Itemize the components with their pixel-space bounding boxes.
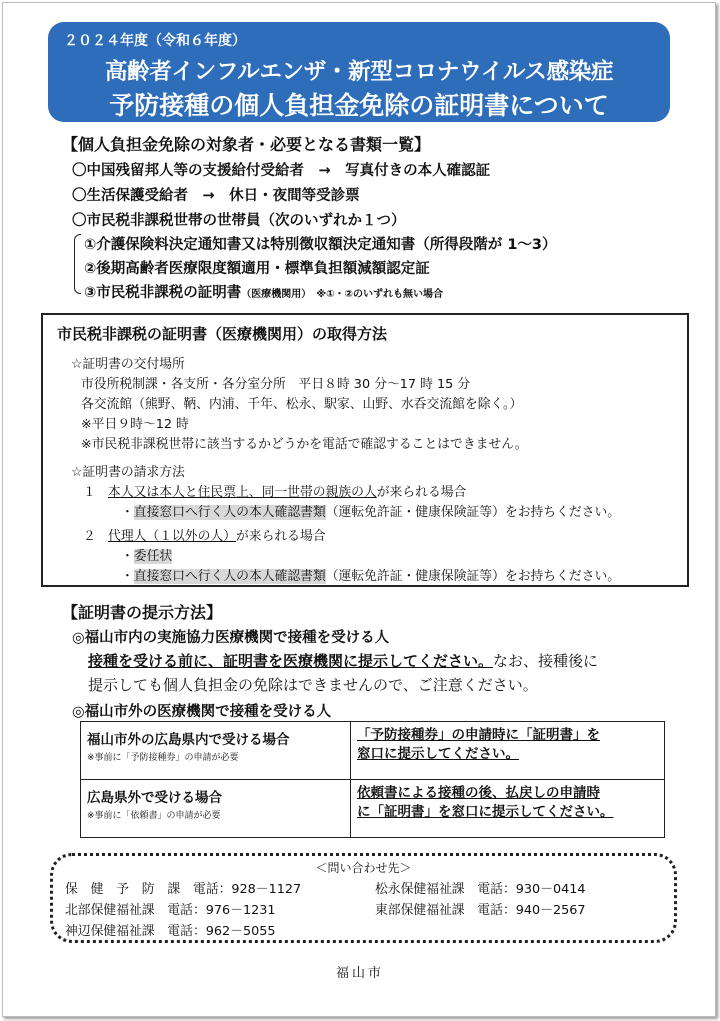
inside-city-instruction: 接種を受ける前に、証明書を医療機関に提示してください。 — [88, 652, 494, 670]
outside-city-table — [80, 721, 665, 838]
issuer: 福山市 — [335, 966, 384, 981]
place-line: ※平日９時～12 時 — [81, 417, 189, 432]
bullet: ・ — [121, 569, 134, 584]
present-heading: 【証明書の提示方法】 — [62, 603, 223, 622]
inside-city-heading: ◎福山市内の実施協力医療機関で接種を受ける人 — [72, 630, 390, 646]
proxy-letter-text: 委任状 — [133, 549, 173, 564]
title-line-1: 高齢者インフルエンザ・新型コロナウイルス感染症 — [104, 59, 614, 85]
case-text: 福山市外の広島県内で受ける場合 — [87, 732, 290, 748]
contact-entry: 東部保健福祉課 電話：940－2567 — [375, 903, 586, 918]
request-2-bullet-2 — [121, 565, 620, 584]
bullet: ・ — [121, 549, 134, 564]
title-banner — [48, 22, 670, 122]
request-1 — [83, 481, 466, 500]
contact-entry: 神辺保健福祉課 電話：962－5055 — [65, 924, 276, 939]
document-item: ②後期高齢者医療限度額適用・標準負担額減額認定証 — [84, 261, 430, 277]
id-document-text: 直接窓口へ行く人の本人確認書類 — [133, 505, 326, 520]
bullet: ・ — [121, 505, 134, 520]
contact-entry: 保 健 予 防 課 電話：928－1127 — [65, 882, 302, 897]
title-line-2: 予防接種の個人負担金免除の証明書について — [109, 91, 609, 120]
target-item: 〇市民税非課税世帯の世帯員（次のいずれか１つ） — [72, 213, 406, 229]
document-note: （医療機関用） — [241, 289, 312, 300]
case-note: ※事前に「予防接種券」の申請が必要 — [87, 753, 239, 763]
target-item: 〇中国残留邦人等の支援給付受給者 → 写真付きの本人確認証 — [72, 163, 491, 179]
request-number: １ — [83, 485, 96, 500]
inside-city-line-1 — [88, 650, 598, 671]
contact-entry: 松永保健福祉課 電話：930－0414 — [375, 882, 586, 897]
document-note: ※①・②のいずれも無い場合 — [316, 289, 443, 300]
inside-city-note: なお、接種後に — [493, 652, 599, 670]
certificate-box — [41, 313, 689, 587]
request-text: が来られる場合 — [235, 529, 326, 544]
fiscal-year: ２０２４年度（令和６年度） — [64, 33, 246, 49]
contact-heading: ＜問い合わせ先＞ — [315, 861, 412, 875]
target-item: 〇生活保護受給者 → 休日・夜間等受診票 — [72, 188, 360, 204]
id-document-note: （運転免許証・健康保険証等）をお持ちください。 — [325, 505, 621, 520]
place-line: ※市民税非課税世帯に該当するかどうかを電話で確認することはできません。 — [81, 437, 528, 452]
case-cell — [81, 722, 351, 780]
action-text: 「予防接種券」の申請時に「証明書」を — [357, 727, 600, 743]
document-item: ①介護保険料決定通知書又は特別徴収額決定通知書（所得段階が 1～3） — [84, 237, 557, 253]
table-row — [81, 722, 665, 780]
case-text: 広島県外で受ける場合 — [87, 790, 222, 806]
request-2 — [83, 525, 326, 544]
action-cell — [351, 722, 665, 780]
id-document-text: 直接窓口へ行く人の本人確認書類 — [133, 569, 326, 584]
action-cell — [351, 780, 665, 838]
request-text: 本人又は — [108, 485, 160, 500]
action-text: 窓口に提示してください。 — [357, 746, 519, 762]
request-2-bullet-1 — [121, 545, 172, 564]
outside-city-heading: ◎福山市外の医療機関で接種を受ける人 — [72, 704, 332, 720]
document-item-label: ③市民税非課税の証明書 — [84, 285, 242, 301]
box-title: 市民税非課税の証明書（医療機関用）の取得方法 — [57, 325, 388, 343]
request-text: 代理人（１以外の人） — [108, 529, 236, 544]
inside-city-line-2: 提示しても個人負担金の免除はできませんので、ご注意ください。 — [88, 676, 538, 694]
document-item — [84, 281, 443, 302]
request-text: が来られる場合 — [376, 485, 467, 500]
place-line: 各交流館（熊野、鞆、内浦、千年、松永、駅家、山野、水呑交流館を除く。） — [81, 397, 523, 412]
contact-box — [50, 853, 677, 943]
request-text: 本人と住民票上、同一世帯の親族の人 — [159, 485, 377, 500]
targets-heading: 【個人負担金免除の対象者・必要となる書類一覧】 — [62, 135, 431, 154]
case-note: ※事前に「依頼書」の申請が必要 — [87, 811, 221, 821]
action-text: 依頼書による接種の後、払戻しの申請時 — [357, 785, 600, 801]
request-1-bullet — [121, 501, 620, 520]
request-number: ２ — [83, 529, 96, 544]
place-heading: ☆証明書の交付場所 — [71, 357, 185, 372]
place-line: 市役所税制課・各支所・各分室分所 平日８時 30 分～17 時 15 分 — [81, 377, 471, 392]
table-row — [81, 780, 665, 838]
list-bracket — [74, 234, 81, 294]
request-heading: ☆証明書の請求方法 — [71, 465, 185, 480]
action-text: に「証明書」を窓口に提示してください。 — [357, 804, 614, 820]
case-cell — [81, 780, 351, 838]
id-document-note: （運転免許証・健康保険証等）をお持ちください。 — [325, 569, 621, 584]
contact-entry: 北部保健福祉課 電話：976－1231 — [65, 903, 276, 918]
